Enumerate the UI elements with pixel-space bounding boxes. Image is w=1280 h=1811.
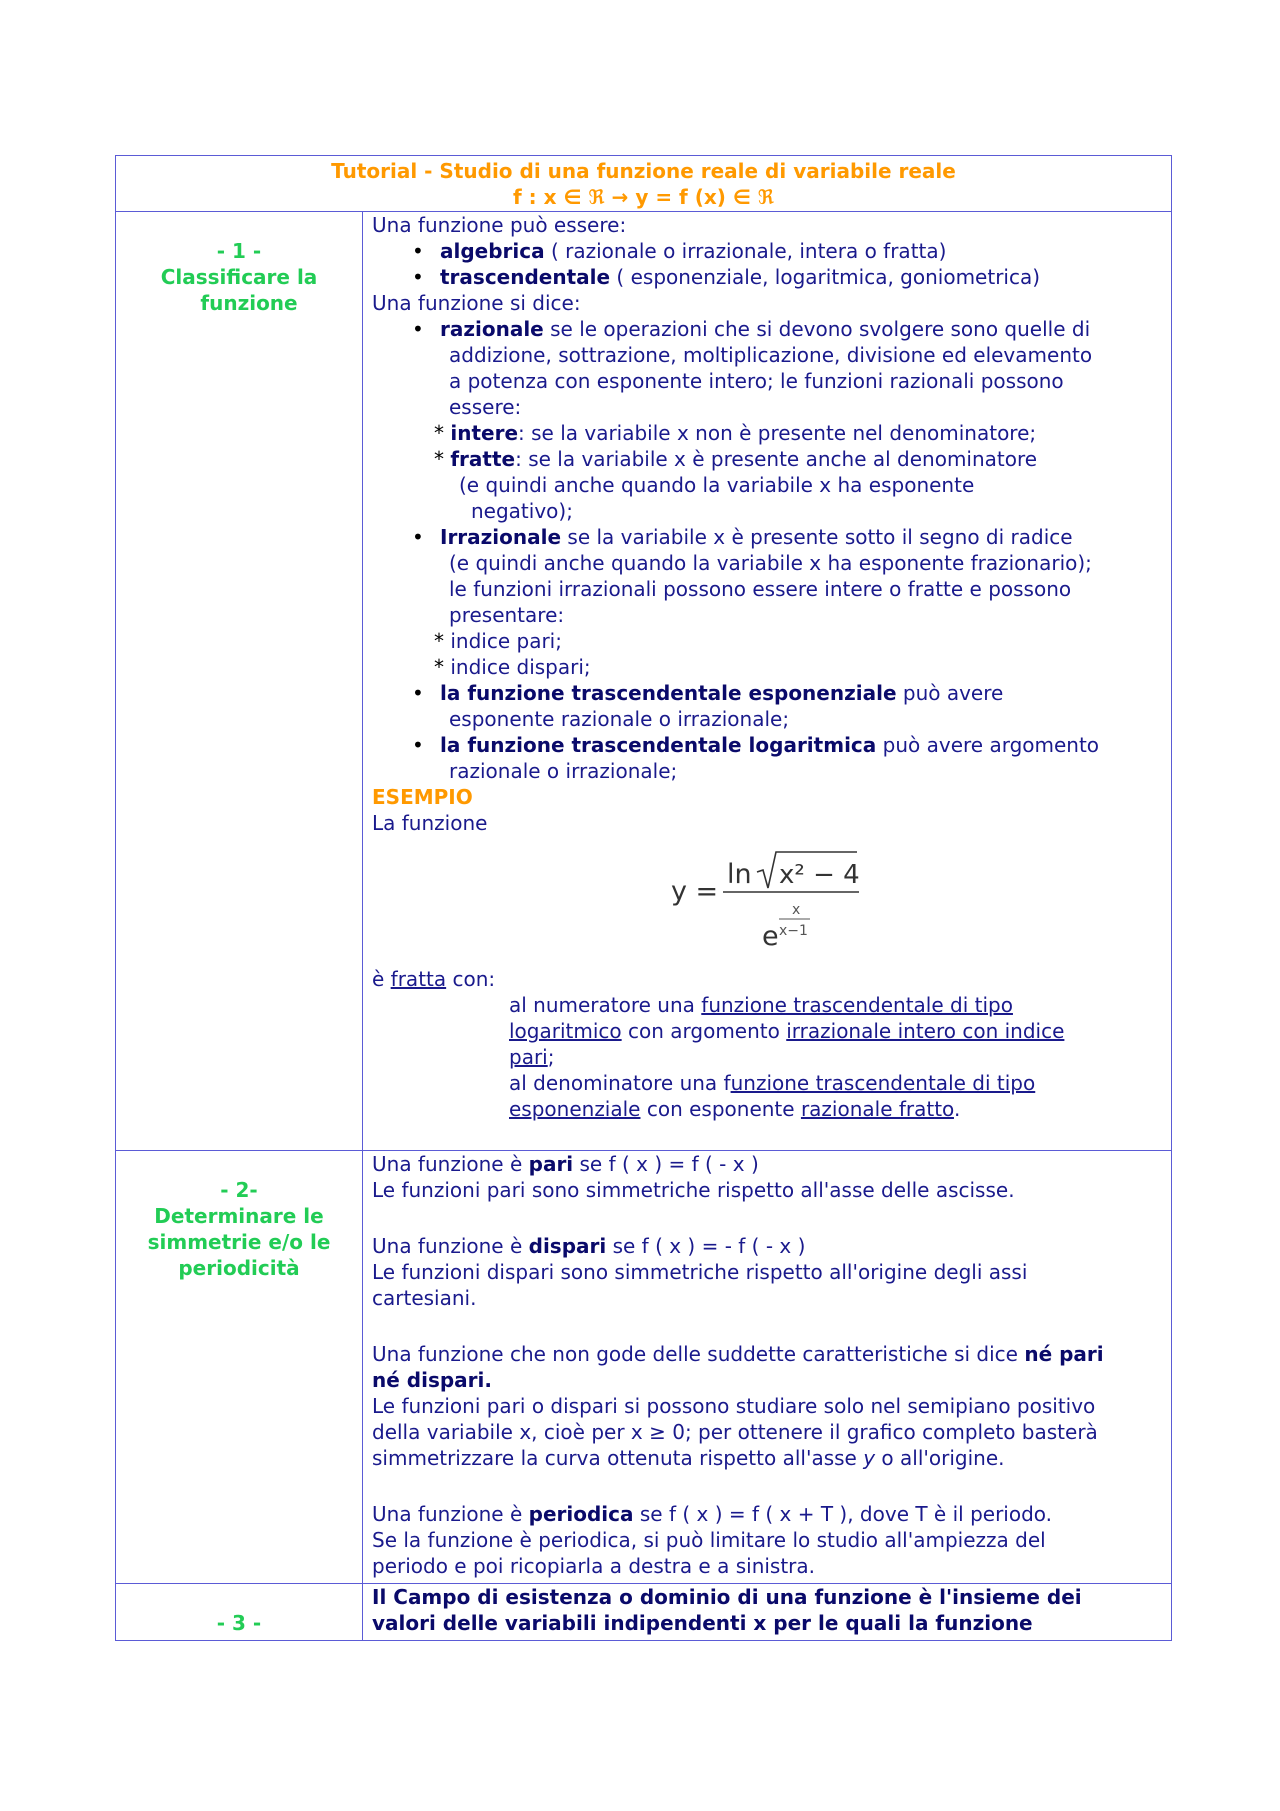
text-line: Una funzione che non gode delle suddette caratteristiche si dice né pari — [372, 1342, 1104, 1366]
section-2-title-line2: simmetrie e/o le — [147, 1230, 331, 1254]
table-header — [116, 156, 1171, 211]
section-1-label — [116, 212, 363, 1150]
tutorial-title: Tutorial - Studio di una funzione reale di variabile reale — [331, 159, 956, 183]
section-1-row — [116, 211, 1171, 1150]
section-2-content — [363, 1151, 1171, 1583]
formula-e: e — [762, 921, 779, 952]
text-line: negativo); — [471, 499, 573, 523]
text-line: essere: — [449, 395, 522, 419]
text-line: razionale o irrazionale; — [449, 759, 678, 783]
intro-is-called: Una funzione si dice: — [372, 291, 581, 315]
intro-can-be: Una funzione può essere: — [372, 213, 627, 237]
text-line: esponenziale con esponente razionale fratto. — [509, 1097, 961, 1121]
list-item: • razionale se le operazioni che si devono svolgere sono quelle di — [412, 317, 1091, 341]
fratta-line: è fratta con: — [372, 967, 496, 991]
formula-exp-denominator: x−1 — [779, 923, 808, 939]
section-3-content — [363, 1584, 1171, 1640]
formula-exp-numerator: x — [792, 902, 801, 918]
text-line: presentare: — [449, 603, 565, 627]
section-1-content — [363, 212, 1171, 1150]
text-line: (e quindi anche quando la variabile x ha esponente frazionario); — [449, 551, 1092, 575]
text-line: Se la funzione è periodica, si può limitare lo studio all'ampiezza del — [372, 1528, 1046, 1552]
section-3-label — [116, 1584, 363, 1640]
text-line: simmetrizzare la curva ottenuta rispetto all'asse y o all'origine. — [372, 1446, 1005, 1470]
section-1-title-line1: Classificare la — [160, 265, 318, 289]
text-line: valori delle variabili indipendenti x per le quali la funzione — [372, 1611, 1033, 1635]
example-heading: ESEMPIO — [372, 785, 473, 809]
tutorial-table — [115, 155, 1172, 1641]
text-line: né dispari. — [372, 1368, 492, 1392]
list-item: • la funzione trascendentale logaritmica può avere argomento — [412, 733, 1100, 757]
text-line: Una funzione è pari se f ( x ) = f ( - x ) — [372, 1152, 759, 1176]
text-line: al denominatore una funzione trascendentale di tipo — [509, 1071, 1036, 1095]
list-item: • algebrica ( razionale o irrazionale, intera o fratta) — [412, 239, 947, 263]
sub-item: * indice dispari; — [434, 655, 591, 679]
section-3-number: - 3 - — [216, 1611, 262, 1635]
text-line: Una funzione è periodica se f ( x ) = f ( x + T ), dove T è il periodo. — [372, 1502, 1053, 1526]
text-line: al numeratore una funzione trascendentale di tipo — [509, 993, 1013, 1017]
formula-y: y = — [671, 876, 719, 907]
section-2-number: - 2- — [220, 1178, 258, 1202]
text-line: pari; — [509, 1045, 555, 1069]
section-1-number: - 1 - — [216, 239, 262, 263]
text-line: a potenza con esponente intero; le funzioni razionali possono — [449, 369, 1064, 393]
text-line: esponente razionale o irrazionale; — [449, 707, 790, 731]
section-2-label — [116, 1151, 363, 1583]
formula-ln: ln — [727, 859, 752, 890]
text-line: della variabile x, cioè per x ≥ 0; per ottenere il grafico completo basterà — [372, 1420, 1098, 1444]
text-line: cartesiani. — [372, 1286, 477, 1310]
sub-item: * intere: se la variabile x non è presente nel denominatore; — [434, 421, 1037, 445]
sub-item: * fratte: se la variabile x è presente anche al denominatore — [434, 447, 1038, 471]
text-line: Le funzioni pari sono simmetriche rispetto all'asse delle ascisse. — [372, 1178, 1015, 1202]
section-1-title-line2: funzione — [200, 291, 298, 315]
formula-numerator: x² − 4 — [779, 860, 860, 890]
text-line: Le funzioni pari o dispari si possono studiare solo nel semipiano positivo — [372, 1394, 1096, 1418]
list-item: • trascendentale ( esponenziale, logaritmica, goniometrica) — [412, 265, 1041, 289]
section-2-row — [116, 1150, 1171, 1583]
text-line: Il Campo di esistenza o dominio di una funzione è l'insieme dei — [372, 1585, 1082, 1609]
list-item: • Irrazionale se la variabile x è presente sotto il segno di radice — [412, 525, 1073, 549]
text-line: Una funzione è dispari se f ( x ) = - f ( - x ) — [372, 1234, 806, 1258]
function-definition: f : x ∈ ℜ → y = f (x) ∈ ℜ — [512, 185, 775, 209]
section-3-row — [116, 1583, 1171, 1640]
text-line: La funzione — [372, 811, 488, 835]
section-2-title-line3: periodicità — [178, 1256, 300, 1280]
sub-item: * indice pari; — [434, 629, 562, 653]
formula-svg — [667, 844, 867, 964]
text-line: addizione, sottrazione, moltiplicazione, divisione ed elevamento — [449, 343, 1093, 367]
list-item: • la funzione trascendentale esponenziale può avere — [412, 681, 1004, 705]
table-header-row — [116, 156, 1171, 211]
text-line: Le funzioni dispari sono simmetriche rispetto all'origine degli assi — [372, 1260, 1028, 1284]
text-line: periodo e poi ricopiarla a destra e a sinistra. — [372, 1554, 816, 1578]
text-line: le funzioni irrazionali possono essere intere o fratte e possono — [449, 577, 1072, 601]
section-2-title-line1: Determinare le — [154, 1204, 324, 1228]
text-line: (e quindi anche quando la variabile x ha esponente — [459, 473, 975, 497]
formula-image — [372, 836, 1163, 966]
text-line: logaritmico con argomento irrazionale intero con indice — [509, 1019, 1065, 1043]
